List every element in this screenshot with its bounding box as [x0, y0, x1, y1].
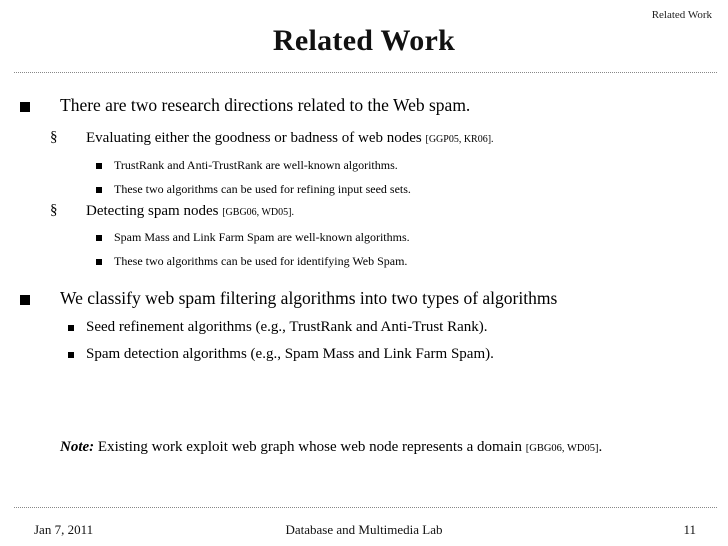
section1-item2-text: Detecting spam nodes: [86, 203, 219, 219]
note-cite: [GBG06, WD05]: [525, 443, 599, 454]
section2-item2: Spam detection algorithms (e.g., Spam Mass and Link Farm Spam).: [86, 346, 494, 362]
section-sign-bullet-icon: §: [50, 202, 58, 218]
section1-item1-cite: [GGP05, KR06].: [425, 134, 494, 145]
page-number: 11: [683, 522, 696, 537]
section2-text: We classify web spam filtering algorithms into two types of algorithms: [60, 288, 558, 308]
footer-divider: [14, 507, 717, 508]
slide-title: Related Work: [272, 24, 456, 57]
section1-item1-sub1: TrustRank and Anti-TrustRank are well-known algorithms.: [114, 158, 398, 172]
footer-lab-name: Database and Multimedia Lab: [285, 522, 443, 537]
section1-item2: [86, 203, 294, 220]
footer-date: Jan 7, 2011: [34, 522, 94, 537]
header-section-tag: Related Work: [651, 9, 712, 21]
note-text: Existing work exploit web graph whose web node represents a domain: [94, 439, 526, 455]
section2-item1: Seed refinement algorithms (e.g., TrustRank and Anti-Trust Rank).: [86, 319, 488, 335]
small-square-bullet-icon: [96, 163, 102, 169]
square-bullet-icon: [20, 295, 30, 305]
section1-item2-sub1: Spam Mass and Link Farm Spam are well-known algorithms.: [114, 230, 410, 244]
small-square-bullet-icon: [68, 325, 74, 331]
small-square-bullet-icon: [96, 187, 102, 193]
small-square-bullet-icon: [96, 259, 102, 265]
note-end: .: [598, 439, 603, 455]
title-divider: [14, 72, 717, 73]
section1-item2-cite: [GBG06, WD05].: [222, 207, 294, 218]
section1-text: There are two research directions related to the Web spam.: [60, 95, 471, 115]
section-sign-bullet-icon: §: [50, 129, 58, 145]
small-square-bullet-icon: [68, 352, 74, 358]
section1-item1-text: Evaluating either the goodness or badness of web nodes: [86, 130, 422, 146]
square-bullet-icon: [20, 102, 30, 112]
note-label: Note:: [60, 439, 95, 455]
section1-item2-sub2: These two algorithms can be used for identifying Web Spam.: [114, 254, 408, 268]
section1-item1: [86, 130, 494, 147]
small-square-bullet-icon: [96, 235, 102, 241]
note-paragraph: [60, 439, 602, 456]
section1-item1-sub2: These two algorithms can be used for refining input seed sets.: [114, 182, 411, 196]
